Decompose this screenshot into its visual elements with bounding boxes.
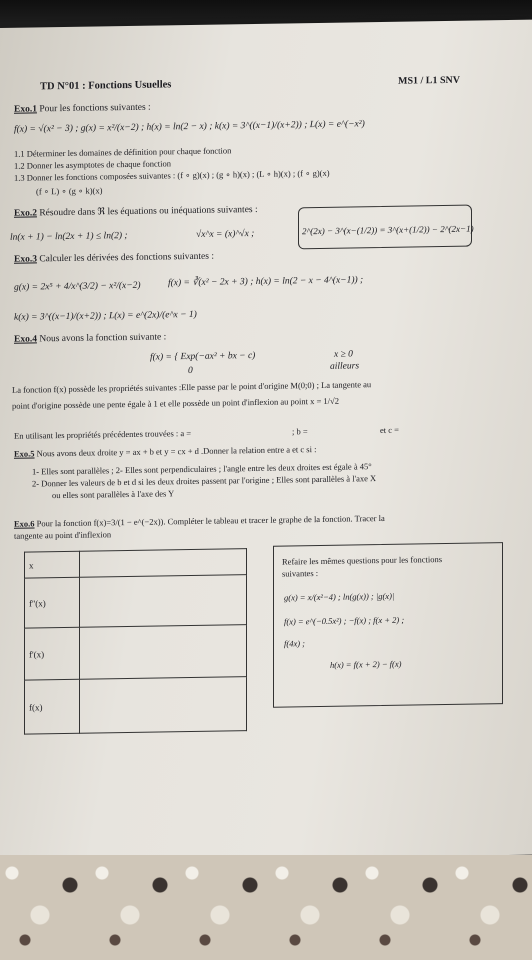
ex1-label: Exo.1 <box>14 104 37 115</box>
ex1-item-3: 1.3 Donner les fonctions composées suivantes : (f ∘ g)(x) ; (g ∘ h)(x) ; (L ∘ h)(x) ; (f ∘ g)(x) <box>14 167 330 183</box>
floor-background <box>0 855 532 960</box>
ex1-heading <box>14 102 151 116</box>
ex1-item-1: 1.1 Déterminer les domaines de définition pour chaque fonction <box>14 145 232 159</box>
ex6-intro: Pour la fonction f(x)=3/(1 − e^(−2x)). Compléter le tableau et tracer le graphe de la fonction. Tracer la <box>36 512 385 529</box>
ex4-b-label: ; b = <box>292 426 308 437</box>
ex1-intro: Pour les fonctions suivantes : <box>39 102 151 115</box>
ex2-eq1: ln(x + 1) − ln(2x + 1) ≤ ln(2) ; <box>10 230 128 243</box>
ex5-item-2b: ou elles sont parallèles à l'axe des Y <box>52 488 175 501</box>
table-row-label-f-prime: f'(x) <box>25 627 80 680</box>
ex2-eq3: 2^(2x) − 3^(x−(1/2)) = 3^(x+(1/2)) − 2^(2x−1) <box>302 223 474 237</box>
table-row-label-f: f(x) <box>25 679 80 734</box>
ex1-item-2: 1.2 Donner les asymptotes de chaque fonction <box>14 158 171 171</box>
ex3-g-function: g(x) = 2x⁵ + 4/x^(3/2) − x²/(x−2) <box>14 280 141 293</box>
box-line-2: f(x) = e^(−0.5x²) ; −f(x) ; f(x + 2) ; <box>284 614 405 627</box>
ex3-heading <box>14 251 214 266</box>
ex4-definition-2: 0 <box>188 365 193 377</box>
ex5-item-2: 2- Donner les valeurs de b et d si les deux droites passent par l'origine ; Elles sont parallèles à l'axe X <box>32 473 377 489</box>
ex4-intro: Nous avons la fonction suivante : <box>39 332 167 345</box>
ex1-functions: f(x) = √(x² − 3) ; g(x) = x²/(x−2) ; h(x) = ln(2 − x) ; k(x) = 3^((x−1)/(x+2)) ; L(x) = e^(−x²) <box>14 119 365 135</box>
box-line-4: h(x) = f(x + 2) − f(x) <box>330 658 402 670</box>
box-line-3: f(4x) ; <box>284 638 306 649</box>
box-title-2: suivantes : <box>282 568 319 579</box>
table-cell-f-prime[interactable] <box>80 625 247 680</box>
ex6-intro-2: tangente au point d'inflexion <box>14 529 112 541</box>
ex2-label: Exo.2 <box>14 208 37 219</box>
ex4-text-3: En utilisant les propriétés précédentes trouvées : a = <box>14 427 192 441</box>
table-row-label-x: x <box>25 551 80 578</box>
ex6-heading <box>14 512 385 530</box>
box-title-1: Refaire les mêmes questions pour les fonctions <box>282 554 443 567</box>
ex3-intro: Calculer les dérivées des fonctions suivantes : <box>39 251 214 265</box>
table-cell-x[interactable] <box>80 549 247 578</box>
ex6-label: Exo.6 <box>14 518 35 529</box>
ex4-condition-2: ailleurs <box>330 361 360 372</box>
ex2-intro: Résoudre dans ℜ les équations ou inéquations suivantes : <box>39 204 258 219</box>
ex1-item-3-cont: (f ∘ L) ∘ (g ∘ k)(x) <box>36 185 103 197</box>
ex2-heading <box>14 204 258 220</box>
ex4-c-label: et c = <box>380 424 399 436</box>
ex5-item-1: 1- Elles sont parallèles ; 2- Elles sont perpendiculaires ; l'angle entre les deux droites est égale à 45° <box>32 461 372 477</box>
ex5-label: Exo.5 <box>14 448 35 459</box>
document-title: TD N°01 : Fonctions Usuelles <box>40 79 172 93</box>
ex4-text-2: point d'origine possède une pente égale à 1 et elle possède un point d'inflexion au point x = 1/√2 <box>12 395 339 411</box>
ex4-heading <box>14 331 166 345</box>
variation-table <box>24 548 247 735</box>
ex3-k-L-functions: k(x) = 3^((x−1)/(x+2)) ; L(x) = e^(2x)/(e^x − 1) <box>14 309 197 323</box>
ex4-text-1: La fonction f(x) possède les propriétés suivantes :Elle passe par le point d'origine M(0;0) ; La tangente au <box>12 379 372 395</box>
ex3-label: Exo.3 <box>14 254 37 265</box>
ex5-intro: Nous avons deux droite y = ax + b et y = cx + d .Donner la relation entre a et c si : <box>36 444 317 459</box>
table-cell-f-second[interactable] <box>80 575 247 628</box>
ex5-heading <box>14 443 316 460</box>
ex4-definition-1: f(x) = { Exp(−ax² + bx − c) <box>150 350 256 363</box>
course-level: MS1 / L1 SNV <box>398 74 460 87</box>
box-line-1: g(x) = x/(x²−4) ; ln(g(x)) ; |g(x)| <box>284 590 395 603</box>
ex3-f-h-functions: f(x) = ∛(x² − 2x + 3) ; h(x) = ln(2 − x − 4^(x−1)) ; <box>168 275 364 289</box>
ex4-condition-1: x ≥ 0 <box>334 349 353 360</box>
ex4-label: Exo.4 <box>14 334 37 345</box>
ex2-eq2: √x^x = (x)^√x ; <box>196 229 255 240</box>
table-cell-f[interactable] <box>80 677 247 734</box>
table-row-label-f-second: f''(x) <box>25 577 80 628</box>
